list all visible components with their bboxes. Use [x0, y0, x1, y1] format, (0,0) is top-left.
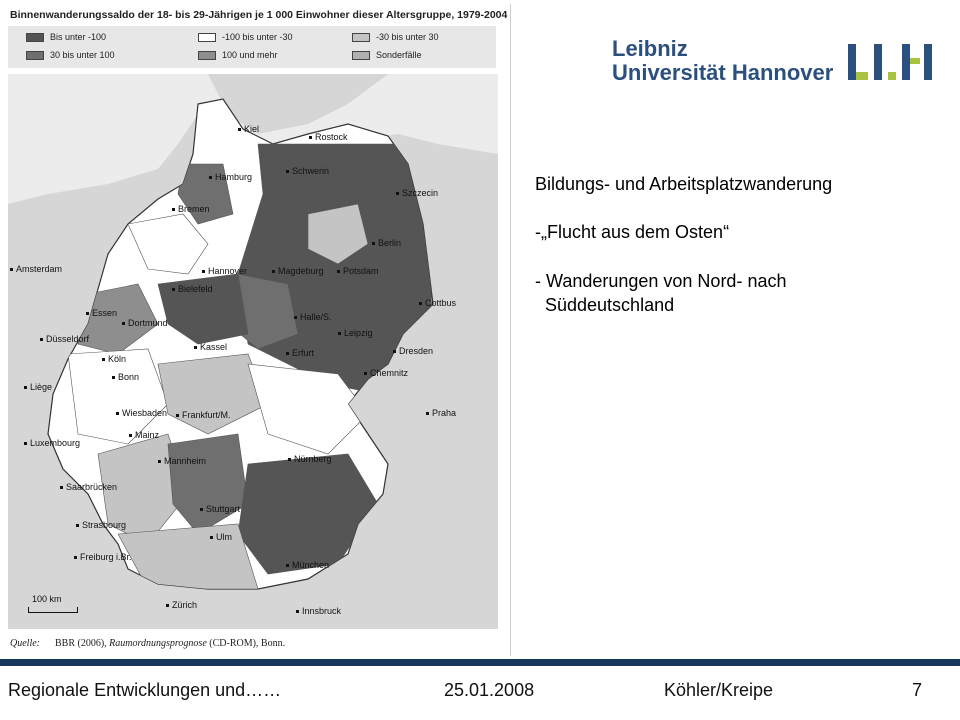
footer-date: 25.01.2008 [444, 680, 535, 700]
legend-swatch [198, 33, 216, 42]
city-label: Mannheim [158, 456, 206, 466]
city-label: Bonn [112, 372, 139, 382]
footer-bar [0, 659, 960, 666]
legend-label: Bis unter -100 [50, 32, 107, 42]
source-tail: (CD-ROM), Bonn. [206, 638, 286, 649]
map-source [10, 638, 285, 649]
city-label: Hamburg [209, 172, 252, 182]
city-label: Berlin [372, 238, 401, 248]
legend-swatch [352, 33, 370, 42]
city-label: Schwerin [286, 166, 329, 176]
city-label: Bielefeld [172, 284, 213, 294]
legend-item [352, 50, 422, 60]
city-label: Halle/S. [294, 312, 332, 322]
city-label: Essen [86, 308, 117, 318]
city-label: Dresden [393, 346, 433, 356]
city-label: Freiburg i.Br. [74, 552, 132, 562]
city-label: Leipzig [338, 328, 373, 338]
city-label: Szczecin [396, 188, 438, 198]
legend-item [198, 50, 278, 60]
map-panel [4, 4, 511, 656]
source-italic: Raumordnungsprognose [109, 638, 207, 649]
legend-item [352, 32, 439, 42]
source-text: BBR (2006), [55, 638, 110, 649]
city-label: Zürich [166, 600, 197, 610]
footer-author: Köhler/Kreipe [664, 680, 774, 700]
city-label: Amsterdam [10, 264, 62, 274]
legend-item [26, 32, 106, 42]
city-label: Chemnitz [364, 368, 408, 378]
city-label: Saarbrücken [60, 482, 117, 492]
legend-swatch [26, 33, 44, 42]
page-number: 7 [912, 680, 923, 700]
city-label: Wiesbaden [116, 408, 167, 418]
city-label: Liège [24, 382, 52, 392]
legend-label: 100 und mehr [222, 50, 278, 60]
city-label: Dortmund [122, 318, 168, 328]
legend-swatch [198, 51, 216, 60]
bullet-heading: Bildungs- und Arbeitsplatzwanderung [535, 174, 833, 194]
legend-item [26, 50, 115, 60]
city-label: Potsdam [337, 266, 379, 276]
scale-bar [28, 607, 78, 613]
map-legend [8, 26, 496, 68]
city-label: Köln [102, 354, 126, 364]
legend-item [198, 32, 293, 42]
city-label: Cottbus [419, 298, 456, 308]
city-label: Stuttgart [200, 504, 240, 514]
city-label: Ulm [210, 532, 232, 542]
city-label: Erfurt [286, 348, 314, 358]
city-label: Kassel [194, 342, 227, 352]
university-logo [612, 36, 942, 92]
city-label: Düsseldorf [40, 334, 89, 344]
legend-swatch [26, 51, 44, 60]
legend-label: Sonderfälle [376, 50, 422, 60]
luh-logo-icon [848, 42, 940, 82]
logo-line-1: Leibniz [612, 36, 688, 61]
logo-line-2: Universität Hannover [612, 60, 834, 85]
city-label: Hannover [202, 266, 247, 276]
city-label: München [286, 560, 329, 570]
bullet-item-continuation: Süddeutschland [545, 294, 675, 315]
legend-label: -30 bis unter 30 [376, 32, 439, 42]
footer-title: Regionale Entwicklungen und…… [8, 680, 282, 700]
city-label: Praha [426, 408, 456, 418]
legend-label: -100 bis unter -30 [222, 32, 293, 42]
city-label: Bremen [172, 204, 210, 214]
city-label: Mainz [129, 430, 159, 440]
city-label: Innsbruck [296, 606, 341, 616]
city-label: Magdeburg [272, 266, 324, 276]
city-label: Luxembourg [24, 438, 80, 448]
city-label: Strasbourg [76, 520, 126, 530]
legend-label: 30 bis unter 100 [50, 50, 115, 60]
bullet-item: - Wanderungen von Nord- nach [535, 270, 787, 291]
city-label: Nürnberg [288, 454, 332, 464]
bullet-list [535, 172, 832, 317]
bullet-item: -„Flucht aus dem Osten“ [535, 222, 730, 243]
city-label: Frankfurt/M. [176, 410, 231, 420]
legend-swatch [352, 51, 370, 60]
map-title: Binnenwanderungssaldo der 18- bis 29-Jährigen je 1 000 Einwohner dieser Altersgruppe, 1979-2004 [10, 9, 508, 21]
city-label: Rostock [309, 132, 348, 142]
scale-label: 100 km [32, 594, 62, 604]
city-label: Kiel [238, 124, 259, 134]
source-label: Quelle: [10, 638, 40, 649]
